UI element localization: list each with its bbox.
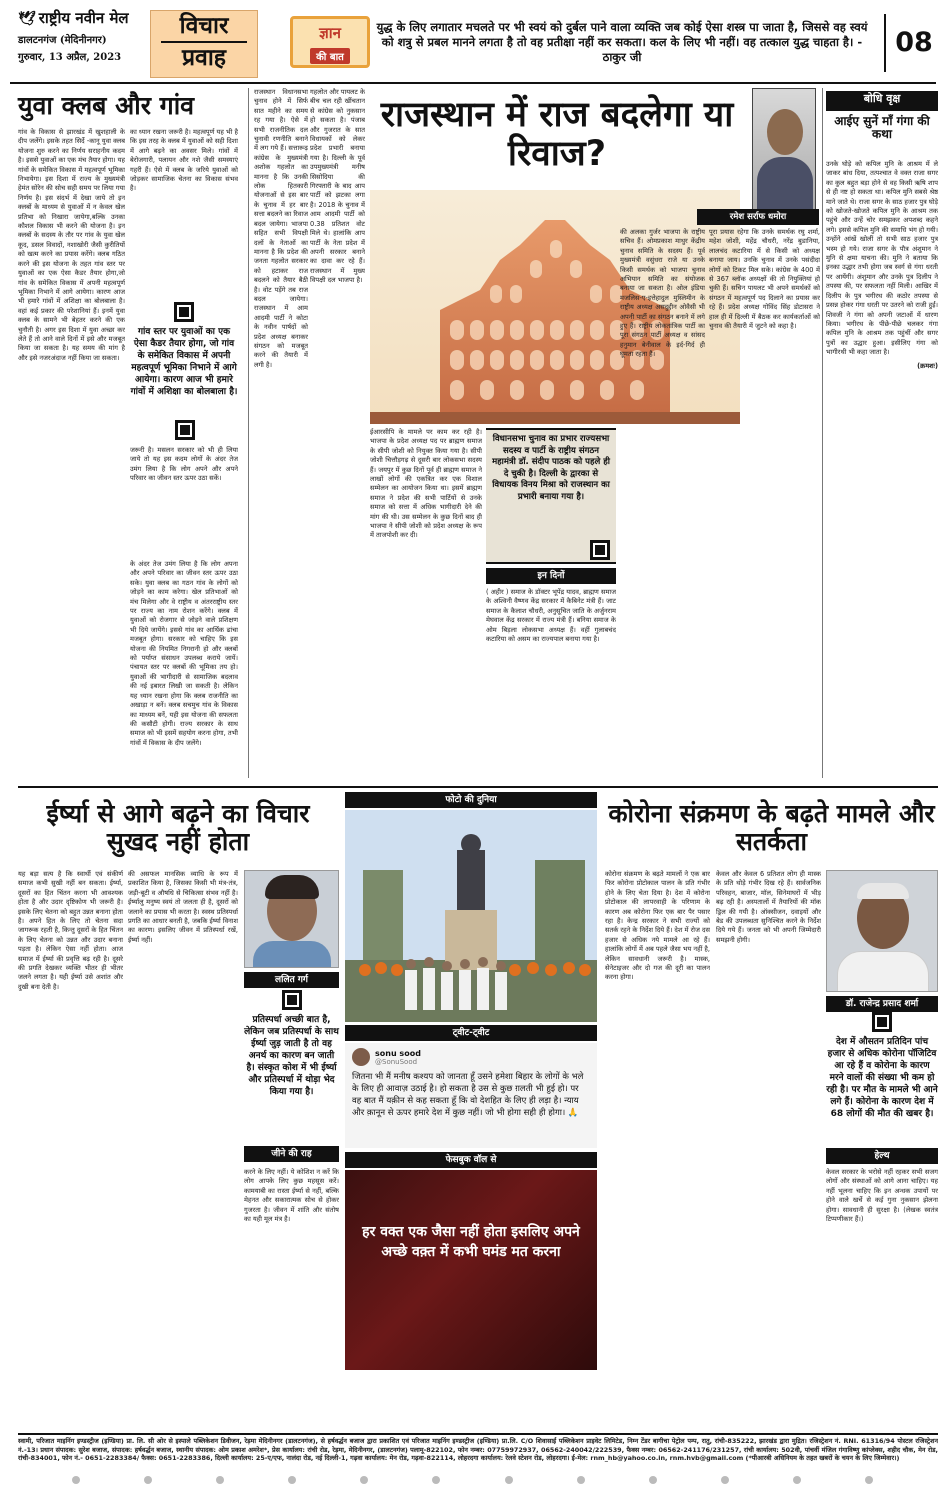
bodhi-vriksh-body xyxy=(826,160,938,778)
column-rule xyxy=(822,88,823,778)
rajasthan-pullquote-text: विधानसभा चुनाव का प्रभार राज्यसभा सदस्य व पार्टी के राष्ट्रीय संगठन महामंत्री डॉ. संदीप पाठक को पहले ही दे चुकी है। दिल्ली के द्वारका से विधायक विनय मिश्रा को राजस्थान का प्रभारी बनाया गया है। xyxy=(492,434,610,502)
continued-label: (क्रमशः) xyxy=(917,361,938,370)
bodhi-vriksh-subtitle: आईए सुनें माँ गंगा की कथा xyxy=(834,114,930,142)
author-photo xyxy=(244,870,339,968)
quote-mark-icon xyxy=(175,420,195,440)
yuva-body-col2: का ध्यान रखना जरूरी है। महत्वपूर्ण यह भी है कि इस तरह के क्लब में युवाओं को सही दिशा में आगे बढ़ने का अवसर मिले। गांवों में बेरोजगारी, पलायन और नशे जैसी समस्याएं गहरी हैं। ऐसे में क्लब के जरिये युवाओं को जोड़कर सामाजिक चेतना का विकास संभव है। xyxy=(130,128,238,193)
registration-dot xyxy=(72,1476,80,1484)
yuva-pullquote xyxy=(130,302,238,398)
edition-date: गुरुवार, 13 अप्रैल, 2023 xyxy=(18,52,122,63)
yuva-pullquote-text: गांव स्तर पर युवाओं का एक ऐसा कैडर तैयार होगा, जो गांव के समेकित विकास में अपनी महत्वपूर्ण भूमिका निभाने में आगे आयेगा। कारण आज भी हमारे गांवों में अशिक्षा का बोलबाला है। xyxy=(130,327,238,397)
author-shirt xyxy=(837,951,929,992)
corona-pullquote-text: देश में औसतन प्रतिदिन पांच हजार से अधिक कोरोना पॉजिटिव आ रहे हैं व कोरोना के कारण मरने वालों की संख्या भी कम हो रही है। पर मौत के मामले भी आने लगे हैं। कोरोना के कारण देश में 68 लोगों की मौत की खबर है। xyxy=(826,1037,938,1119)
paper-name: राष्ट्रीय नवीन मेल xyxy=(38,9,129,27)
in-dino-label: इन दिनों xyxy=(486,568,616,584)
quote-mark-icon xyxy=(282,990,302,1010)
author-shirt xyxy=(253,941,331,968)
corona-author-byline: डॉ. राजेन्द्र प्रसाद शर्मा xyxy=(826,996,938,1012)
irshya-author-byline: ललित गर्ग xyxy=(244,972,339,988)
rajasthan-body-lead2: गहलोत और पायलट के बीच चल रही खींचतान से कांग्रेस को नुकसान हो सकता है। पंजाब और गुजरात के सात विधायकों को लेकर प्रदेश प्रभारी बनाया गया है। दिल्ली के पूर्व उपमुख्यमंत्री मनीष सिसोदिया की गिरफ्तारी के बाद आप पार्टी को झटका लगा है। 2018 के चुनाव में आम आदमी पार्टी को 0.38 प्रतिशत वोट मिले थे। हालांकि आप पार्टी के नेता प्रदेश में अपनी सरकार बनाने का दावा कर रहे हैं। राजस्थान में मुख्य विपक्षी दल भाजपा है। xyxy=(310,88,365,285)
irshya-body-col2: की असफल मानसिक व्याधि के रूप में प्रकाशित किया है, जिसका किसी भी मंत्र-तंत्र, जड़ी-बूटी व औषधि से चिकित्सा संभव नहीं है। ईर्ष्यालु मनुष्य स्वयं तो जलता ही है, दूसरों को जलाने का प्रयास भी करता है। स्वस्थ प्रतिस्पर्धा प्रगति का आधार बनती है, जबकि ईर्ष्या विनाश का कारण। इसलिए जीवन में प्रतिस्पर्धा रखें, ईर्ष्या नहीं। xyxy=(128,870,238,944)
yuva-body-col4: के अंदर तेज उमंग लिया है कि लोग अपना और अपने परिवार का जीवन स्तर ऊपर उठा सके। युवा क्लब का गठन गांव के लोगों को जोड़ने का काम करेगा। खेल प्रतिभाओं को मंच मिलेगा और वे राष्ट्रीय व अंतरराष्ट्रीय स्तर पर राज्य का नाम रोशन करेंगे। क्लब में युवाओं को रोजगार से जोड़ने वाले प्रशिक्षण भी दिये जायेंगे। इससे गांव का आर्थिक ढांचा मजबूत होगा। सरकार को चाहिए कि इस योजना की नियमित निगरानी हो और क्लबों को पर्याप्त संसाधन उपलब्ध कराये जायें। पंचायत स्तर पर क्लबों की भूमिका तय हो। युवाओं की भागीदारी से सामाजिक बदलाव की नई इबारत लिखी जा सकती है। लेकिन यह ध्यान रखना होगा कि क्लब राजनीति का अखाड़ा न बनें। क्लब सचमुच गांव के विकास का माध्यम बनें, यही इस योजना की सफलता की कसौटी होगी। राज्य सरकार के साथ समाज को भी इसमें सहयोग करना होगा, तभी गांवों में विकास के दीप जलेंगे। xyxy=(130,560,238,747)
imprint-footer: स्वामी, परिजात माइनिंग इण्डस्ट्रीज (इण्डिया) प्रा. लि. सी ओर से इस्पाले पब्लिकेशन डिवीजन, रेड़मा मेदिनीनगर (डालटनगंज), से हर्षवर्द्धन बजाज द्वारा प्रकाशित एवं परिजात माइनिंग इण्डस्ट्रीज (इण्डिया) प्रा.लि. C/O शिवासाईं पब्लिकेशन प्राइवेट लिमिटेड, निम्न टेंडर बागीचा पेट्रोल पम्प, रातु, रांची-835222, झारखंड द्वारा मुद्रित। रजिस्ट्रेशन नं. RNI. 61316/94 पोस्टल रजिस्ट्रेशन नं.-13। प्रधान संपादक: सुरेश बजाज, संपादक: हर्षवर्द्धन बजाज, स्थानीय संपादक: ओम प्रकाश अमरेश*, प्रेस कार्यालय: रांची रोड, रेड़मा, मेदिनीनगर, (डालटनगंज) पलामू-822102, फोन नम्बर: 07759972937, 06562-240042/222539, फैक्स नम्बर: 06562-241176/231257, रांची कार्यालय: 502वी, पांचवीं मंजिल गंगाविष्णु कांप्लेक्स, शहीद चौक, मेन रोड, रांची-834001, फोन नं.- 0651-2283384/ फैक्स: 0651-2283386, दिल्ली कार्यालय: 25-ए/एफ, नालंदा रोड, नई दिल्ली-1, गढ़वा कार्यालय: मेन रोड, गढ़वा-822114, लोहरदगा कार्यालय: रेलवे स्टेशन रोड, लोहरदगा। ई-मेल: rnm_hb@yahoo.co.in, rnm.hvb@gmail.com (*पीआरबी अधिनियम के तहत खबरों के चयन के लिए जिम्मेवार।) xyxy=(18,1437,938,1463)
registration-dot xyxy=(360,1476,368,1484)
irshya-body-col1: यह बड़ा सत्य है कि स्वार्थी एवं संकीर्ण समाज कभी सुखी नहीं बन सकता। ईर्ष्या, दूसरों का हित चिंतन करना भी आवश्यक होता है और उदार दृष्टिकोण भी जरूरी है। इसके लिए चेतना को बहुत उन्नत बनाना होता है। अपने हित के लिए तो चेतना सदा जागरूक रहती है, किन्तु दूसरों के हित चिंतन के लिए चेतना को उन्नत और उदार बनाना पड़ता है। लेकिन ऐसा नहीं होता। आज समाज में ईर्ष्या की प्रवृत्ति बढ़ रही है। दूसरे की प्रगति देखकर व्यक्ति भीतर ही भीतर जलने लगता है। यही ईर्ष्या उसे अशांत और दुखी बना देती है। xyxy=(18,870,123,991)
gyan-badge-bottom: की बात xyxy=(310,48,350,64)
registration-dot xyxy=(505,1476,513,1484)
gyan-badge-top: ज्ञान xyxy=(319,24,341,42)
masthead xyxy=(0,0,945,84)
irshya-pullquote-text: प्रतिस्पर्धा अच्छी बात है, लेकिन जब प्रतिस्पर्धा के साथ ईर्ष्या जुड़ जाती है तो वह अनर्थ का कारण बन जाती है। संस्कृत कोश में भी ईर्ष्या और प्रतिस्पर्धा में थोड़ा भेद किया गया है। xyxy=(244,1015,339,1097)
newspaper-logo xyxy=(18,8,168,63)
facebook-quote-text: हर वक्त एक जैसा नहीं होता इसलिए अपने अच्छे वक़्त में कभी घमंड मत करना xyxy=(362,1224,580,1260)
section-title-line2: प्रवाह xyxy=(181,45,227,71)
section-rule xyxy=(18,786,938,788)
jeene-ki-raah-label: जीने की राह xyxy=(244,1146,339,1162)
statue-event-illustration xyxy=(345,810,597,1022)
footer-rule xyxy=(18,1433,938,1435)
rajasthan-body-col3: की अलका गुर्जर भाजपा के राष्ट्रीय सचिव हैं। ओमप्रकाश माथुर केंद्रीय चुनाव समिति के सदस्य हैं। पूर्व मुख्यमंत्री वसुंधरा राजे या उनके किसी समर्थक को भाजपा चुनाव अभियान समिति का संयोजक बनाया जा सकता है। ओल इंडिया मजलिस-ए-इत्तेहादुल मुस्लिमीन के राष्ट्रीय अध्यक्ष असदुद्दीन ओवैसी भी अपनी पार्टी का संगठन बनाने में लगे हुए हैं। राष्ट्रीय लोकतांत्रिक पार्टी का पूरा संगठन पार्टी अध्यक्ष व सांसद हनुमान बेनीवाल के इर्द-गिर्द ही घूमता रहता है। xyxy=(620,228,705,359)
quote-mark-icon xyxy=(872,1012,892,1032)
tweet-author-name: sonu sood xyxy=(375,1048,421,1058)
registration-dot xyxy=(865,1476,873,1484)
facebook-quote-card xyxy=(345,1170,597,1370)
tweet-text: जितना भी मैं मनीष कश्यप को जानता हूँ उसने हमेशा बिहार के लोगों के भले के लिए ही आवाज़ उठाई है। हो सकता है उस से कुछ ग़लती भी हुई हो। पर वह बात मैं यक़ीन से कह सकता हूँ कि वो देशहित के लिए ही लड़ा है। न्याय और क़ानून से ऊपर हमारे देश में कुछ नहीं। जो भी होगा सही ही होगा। 🙏 xyxy=(352,1072,584,1118)
registration-dot xyxy=(144,1476,152,1484)
photo-ki-duniya-label: फोटो की दुनिया xyxy=(345,792,597,808)
corona-body-col1: कोरोना संक्रमण के बढ़ते मामलों ने एक बार फिर कोरोना प्रोटोकाल पालन के प्रति गंभीर होने के लिए चेता दिया है। देश में कोरोना प्रोटोकाल की लापरवाही के परिणाम के कारण अब कोरोना फिर एक बार पैर पसार रहा है। केन्द्र सरकार ने सभी राज्यों को सतर्क रहने के निर्देश दिये हैं। देश में रोज दस हजार से अधिक नये मामले आ रहे हैं। हालांकि लोगों में अब पहले जैसा भय नहीं है, लेकिन सावधानी जरूरी है। मास्क, सेनेटाइजर और दो गज की दूरी का पालन करना होगा। xyxy=(605,870,710,982)
rajasthan-body-lead: राजस्थान विधानसभा चुनाव होने में सिर्फ सात महीने का समय रह गया है। ऐसे में सभी राजनीतिक दल चुनावी रणनीति बनाने में लग गये हैं। सत्तारूढ़ कांग्रेस के मुख्यमंत्री अशोक गहलोत का मानना है कि उनकी लोक हितकारी योजनाओं से इस बार के चुनाव में हर बार सत्ता बदलने का रिवाज बदल जायेगा। भाजपा सहित सभी विपक्षी दलों के नेताओं का मानना है कि प्रदेश की जनता गहलोत सरकार को हटाकर राज बदलने को तैयार बैठी है। वोट पड़ेंगे तब राज बदल जायेगा। राजस्थान में आम आदमी पार्टी ने कोटा के नवीन पार्षदों को प्रदेश अध्यक्ष बनाकर संगठन को मजबूत करने की तैयारी में लगी है। xyxy=(254,88,308,369)
page-number: 08 xyxy=(884,14,942,72)
registration-marks xyxy=(0,1474,945,1486)
registration-dot xyxy=(721,1476,729,1484)
author-hair xyxy=(265,875,319,899)
irshya-body-col3: करने के लिए नहीं। ये कोशिश न करें कि लोग आपके लिए कुछ महसूस करें। कामयाबी का रास्ता ईर्ष्या से नहीं, बल्कि मेहनत और सकारात्मक सोच से होकर गुजरता है। जीवन में शांति और संतोष का यही मूल मंत्र है। xyxy=(244,1168,339,1224)
registration-dot xyxy=(649,1476,657,1484)
author-face xyxy=(767,109,803,155)
registration-dot xyxy=(793,1476,801,1484)
yuva-headline: युवा क्लब और गांव xyxy=(18,91,195,120)
registration-dot xyxy=(577,1476,585,1484)
quote-mark-icon xyxy=(590,540,610,560)
tweet-tweet-label: ट्वीट-ट्वीट xyxy=(345,1025,597,1041)
author-body xyxy=(757,157,813,213)
tweet-card xyxy=(345,1043,597,1148)
author-hair xyxy=(857,883,909,899)
registration-dot xyxy=(432,1476,440,1484)
rajasthan-headline: राजस्थान में राज बदलेगा या रिवाज? xyxy=(380,95,734,175)
thought-quote: युद्ध के लिए लगातार मचलते पर भी स्वयं को दुर्बल पाने वाला व्यक्ति जब कोई ऐसा शस्त्र पा जाता है, जिससे वह स्वयं को शत्रु से प्रबल मानने लगता है तो वह प्रतीक्षा नहीं कर सकता। कल के लिए भी नहीं। वह तत्काल युद्ध चाहता है। - ठाकुर जी xyxy=(376,20,868,64)
irshya-pullquote xyxy=(244,990,339,1098)
rajasthan-body-col1: ईआरसीपि के मामले पर काम कर रही है। भाजपा के प्रदेश अध्यक्ष पद पर ब्राह्मण समाज के सीपी जोशी को नियुक्त किया गया है। सीपी जोशी चित्तौड़गढ़ से दूसरी बार लोकसभा सदस्य हैं। जयपुर में कुछ दिनों पूर्व ही ब्राह्मण समाज ने लाखों लोगों की एकत्रित कर एक विशाल सम्मेलन का आयोजन किया था। इसमें ब्राह्मण समाज ने प्रदेश की सभी पार्टियों से उनके समाज को सत्ता में अधिक भागीदारी देने की मांग की थी। उस सम्मेलन के कुछ दिनों बाद ही भाजपा ने सीपी जोशी को प्रदेश अध्यक्ष के रूप में ताजपोशी कर दी। xyxy=(370,428,482,540)
yuva-body-col1: गांव के विकास से झारखंड में खुशहाली के दीप जलेंगे। इसके तहत सिर्दे -कानू युवा क्लब योजना शुरु करने का निर्णय सराहनीय कदम है। इससे युवाओं का एक मंच तैयार होगा। यह गांवों के समेकित विकास में महत्वपूर्ण भूमिका निभायेगा। इस दिशा में राज्य के मुख्यमंत्री हेमंत सोरेन की सोच सही समय पर लिया गया निर्णय है। इस संदर्भ में देखा जाये तो इन क्लबों के माध्यम से युवाओं में न केवल खेल प्रतिभा को निखारा जायेगा,बल्कि उनका कौशल विकास भी करने की योजना है। इन क्लबों के सदस्य के तौर पर गांव के युवा खेल कूद, डसल विवादों, नशाखोरी जैसी कुरीतियों को खत्म करने का प्रयास करेंगे। क्लब गठित करने की इस योजना के तहत गांव स्तर पर युवाओं का एक ऐसा कैडर तैयार होगा,जो गांव के समेकित विकास में अपनी महत्वपूर्ण भूमिका निभाने में आगे आयेगा। कारण आज भी हमारे गांवों में अशिक्षा का बोलबाला है। वहां कई प्रकार की परेशानियां हैं। इनमें युवा क्लब के सामने भी बेहतर करने की एक चुनौती है। अगर इस दिशा में युवा अच्छा कर लेते हैं तो आने वाले दिनों में इसे और मजबूत किया जा सकता है। यह समय की मांग है और इसे नजरअंदाज नहीं किया जा सकता। xyxy=(18,128,125,362)
health-label: हेल्थ xyxy=(826,1148,938,1164)
column-rule xyxy=(248,88,249,778)
bird-icon: 🕊 xyxy=(18,11,36,27)
tweet-avatar xyxy=(352,1048,370,1066)
yuva-body-col3: जरूरी है। मसलन सरकार को भी ही लिया जाये तो यह इस कदम लोगों के अंदर तेज उमंग लिया है कि लोग अपने और अपने परिवार का जीवन स्तर ऊपर उठा सकें। xyxy=(130,446,238,483)
author-photo xyxy=(752,88,816,213)
edition-place: डालटनगंज (मेदिनीनगर) xyxy=(18,35,107,46)
corona-body-col3: केवल सरकार के भरोसे नहीं रहकर सभी सजग लोगों और संस्थाओं को आगे आना चाहिए। यह नहीं भूलना चाहिए कि इन अन्धक उपायों पर होने वाले खर्चे से कई गुना नुकसान झेलना होगा। सावधानी ही सुरक्षा है। (लेखक स्वतंत्र टिप्पणीकार हैं।) xyxy=(826,1168,938,1224)
author-photo xyxy=(826,870,938,992)
bodhi-vriksh-text: उनके घोड़े को कपिल मुनि के आश्रम में ले जाकर बांध दिया, तत्पश्चात वे वक्त राजा सगर का कुल बहुत बड़ा होने से वह किसी ऋषि शाप से ही नष्ट हो सकता था। कपिल मुनि सबसे श्रेष्ठ माने जाते थे। राजा सगर के साठ हजार पुत्र घोड़े को खोजते-खोजते कपिल मुनि के आश्रम तक पहुंचे और उन्हें चोर समझकर अपशब्द कहने लगे। इससे कपिल मुनि की समाधि भंग हो गयी। उन्होंने आंखें खोलीं तो सभी साठ हजार पुत्र भस्म हो गये। राजा सगर के पौत्र अंशुमान ने मुनि से क्षमा याचना की। मुनि ने बताया कि इनका उद्धार तभी होगा जब स्वर्ग से गंगा धरती पर आयेंगी। अंशुमान और उनके पुत्र दिलीप ने तपस्या की, पर सफलता नहीं मिली। आखिर में दिलीप के पुत्र भगीरथ की कठोर तपस्या से प्रसन्न होकर गंगा धरती पर उतरने को राजी हुईं। शिवजी ने गंगा को अपनी जटाओं में धारण किया। भगीरथ के पीछे-पीछे चलकर गंगा कपिल मुनि के आश्रम तक पहुंचीं और सगर पुत्रों का उद्धार हुआ। इसीलिए गंगा को भागीरथी भी कहा जाता है। xyxy=(826,160,938,357)
bodhi-vriksh-title: बोधि वृक्ष xyxy=(826,91,938,111)
rajasthan-body-col4: पूरा प्रयास रहेगा कि उनके समर्थक रघु शर्मा, महेश जोशी, महेंद्र चौधरी, नरेंद्र बुडानिया, लालचंद कटारिया में से किसी को अध्यक्ष बनाया जाय। उनकि चुनाव में उनके पसंदीदा लोगों को टिकट मिल सके। कांग्रेस के 400 में से 367 ब्लॉक अध्यक्षों की तो नियुक्तियां हो चुकी हैं। सचिन पायलट भी अपने समर्थकों को संगठन में महत्वपूर्ण पद दिलाने का प्रयास कर रहे हैं। प्रदेश अध्यक्ष गोविंद सिंह डोटासरा ने हाल ही में दिल्ली में बैठक कर कार्यकर्ताओं को चुनाव की तैयारी में जुटने को कहा है। xyxy=(709,228,820,331)
registration-dot xyxy=(288,1476,296,1484)
masthead-rule xyxy=(10,82,936,84)
statue-event-photo xyxy=(345,810,597,1022)
registration-dot xyxy=(216,1476,224,1484)
tweet-author-handle: @SonuSood xyxy=(375,1057,418,1066)
corona-pullquote xyxy=(826,1012,938,1120)
section-title-line1: विचार xyxy=(179,13,229,39)
corona-headline: कोरोना संक्रमण के बढ़ते मामले और सतर्कता xyxy=(608,799,935,856)
irshya-headline: ईर्ष्या से आगे बढ़ने का विचार सुखद नहीं होता xyxy=(46,799,310,856)
gyan-ki-baat-badge xyxy=(290,16,370,68)
quote-mark-icon xyxy=(174,302,194,322)
facebook-wall-label: फेसबुक वॉल से xyxy=(345,1152,597,1168)
section-title xyxy=(150,10,258,78)
corona-body-col2: केवल और केवल 6 प्रतिशत लोग ही मास्क के प्रति थोड़े गंभीर दिख रहे हैं। सार्वजनिक परिवहन, बाजार, मॉल, सिनेमाघरों में भीड़ बढ़ रही है। अस्पतालों में तैयारियों की मॉक ड्रिल की गयी है। ऑक्सीजन, दवाइयों और बेड की उपलब्धता सुनिश्चित करने के निर्देश दिये गये हैं। जनता को भी अपनी जिम्मेदारी समझनी होगी। xyxy=(716,870,821,944)
rajasthan-body-col2: ( अहीर ) समाज के डॉक्टर भूपेंद्र यादव, ब्राह्मण समाज के अश्विनी वैष्णव केंद्र सरकार में कैबिनेट मंत्री हैं। जाट समाज के कैलाश चौधरी, अनुसूचित जाति के अर्जुनराम मेघवाल केंद्र सरकार में राज्य मंत्री हैं। बनिया समाज के ओम बिड़ला लोकसभा अध्यक्ष हैं। वहीं गुलाबचंद कटारिया को असम का राज्यपाल बनाया गया है। xyxy=(486,588,616,644)
rajasthan-author-byline: रमेश सर्राफ धमोरा xyxy=(697,209,819,225)
